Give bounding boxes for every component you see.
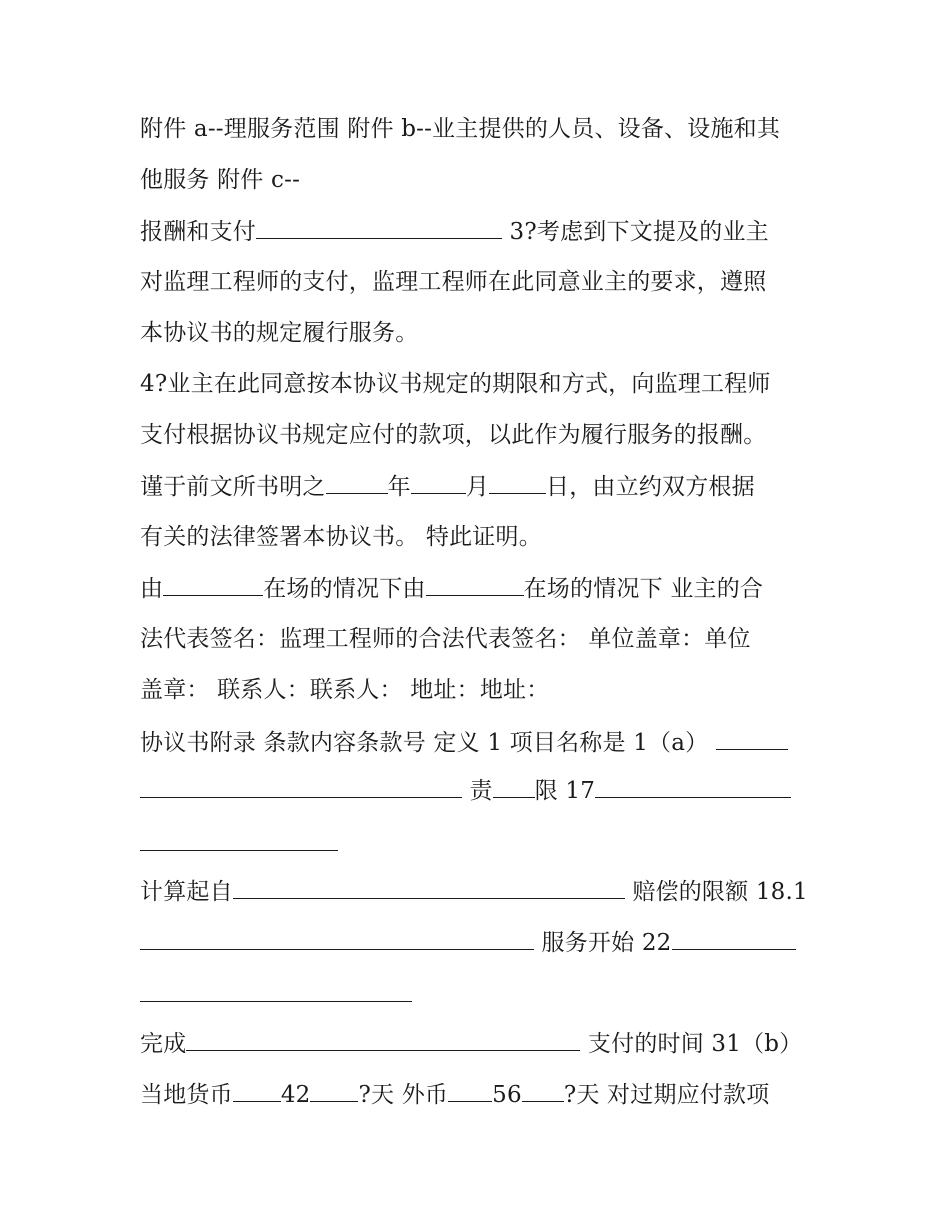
line-text: 限 17 — [534, 778, 596, 804]
text-line — [140, 318, 418, 348]
line-text: 由 — [140, 576, 164, 602]
fill-blank — [426, 573, 524, 596]
line-text: 年 — [387, 474, 411, 500]
line-text: 支付的时间 31（b） — [587, 1031, 803, 1057]
line-text: 服务开始 22 — [541, 930, 672, 956]
line-text: 协议书附录 条款内容条款号 定义 1 项目名称是 1（a） — [140, 730, 709, 756]
text-line — [140, 165, 300, 195]
line-text: 4?业主在此同意按本协议书规定的期限和方式，向监理工程师 — [140, 371, 771, 397]
text-line — [140, 420, 766, 450]
line-text: 月 — [465, 474, 490, 500]
line-text: 完成 — [140, 1031, 187, 1057]
fill-blank — [233, 876, 625, 899]
line-text: ?天 对过期应付款项 — [563, 1082, 770, 1108]
line-text: 盖章： 联系人：联系人： 地址：地址： — [140, 677, 550, 703]
fill-blank — [493, 775, 535, 798]
text-line — [140, 1028, 802, 1059]
line-text: 责 — [469, 778, 493, 804]
line-text: 对监理工程师的支付，监理工程师在此同意业主的要求，遵照 — [140, 269, 767, 295]
text-line — [140, 114, 780, 144]
fill-blank — [448, 1079, 492, 1102]
line-text: 在场的情况下由 — [263, 576, 426, 602]
fill-blank — [595, 775, 791, 798]
text-line — [140, 369, 771, 399]
text-line — [140, 624, 751, 654]
line-text: 有关的法律签署本协议书。 特此证明。 — [140, 524, 542, 550]
line-text: 本协议书的规定履行服务。 — [140, 320, 419, 346]
text-line — [140, 267, 766, 297]
line-text: 谨于前文所书明之 — [140, 474, 326, 500]
month-blank — [411, 471, 466, 494]
fill-blank — [233, 1079, 281, 1102]
line-text: 报酬和支付 — [140, 219, 256, 245]
text-line — [140, 216, 769, 247]
fill-blank — [672, 927, 796, 950]
fill-blank — [140, 828, 338, 851]
fill-blank — [140, 927, 534, 950]
fill-blank — [256, 216, 502, 239]
text-line — [140, 927, 796, 958]
fill-blank — [186, 1028, 580, 1051]
fill-blank — [140, 775, 462, 798]
fill-blank — [310, 1079, 358, 1102]
line-text: 他服务 附件 c-- — [140, 167, 301, 193]
line-text: 3?考虑到下文提及的业主 — [509, 219, 769, 245]
line-text: 支付根据协议书规定应付的款项，以此作为履行服务的报酬。 — [140, 422, 767, 448]
fill-blank — [522, 1079, 564, 1102]
day-blank — [489, 471, 546, 494]
line-text: 赔偿的限额 18.1 — [632, 879, 808, 905]
text-line — [140, 979, 412, 1010]
text-line — [140, 471, 755, 502]
fill-blank — [163, 573, 263, 596]
line-text: 当地货币 — [140, 1082, 233, 1108]
line-text: 在场的情况下 业主的合 — [523, 576, 764, 602]
fill-blank — [140, 979, 412, 1002]
line-text: 附件 a--理服务范围 附件 b--业主提供的人员、设备、设施和其 — [140, 116, 781, 142]
text-line — [140, 675, 549, 705]
line-text: 计算起自 — [140, 879, 233, 905]
text-line — [140, 727, 788, 758]
text-line — [140, 876, 808, 907]
text-line — [140, 522, 542, 552]
line-text: 法代表签名：监理工程师的合法代表签名： 单位盖章：单位 — [140, 626, 751, 652]
text-line — [140, 775, 791, 806]
line-text: 56 — [492, 1082, 522, 1108]
fill-blank — [716, 727, 788, 750]
text-line — [140, 1079, 769, 1110]
year-blank — [326, 471, 388, 494]
line-text: 42 — [280, 1082, 311, 1108]
text-line — [140, 573, 763, 604]
line-text: ?天 外币 — [358, 1082, 449, 1108]
text-line — [140, 828, 338, 859]
line-text: 日，由立约双方根据 — [546, 474, 755, 500]
